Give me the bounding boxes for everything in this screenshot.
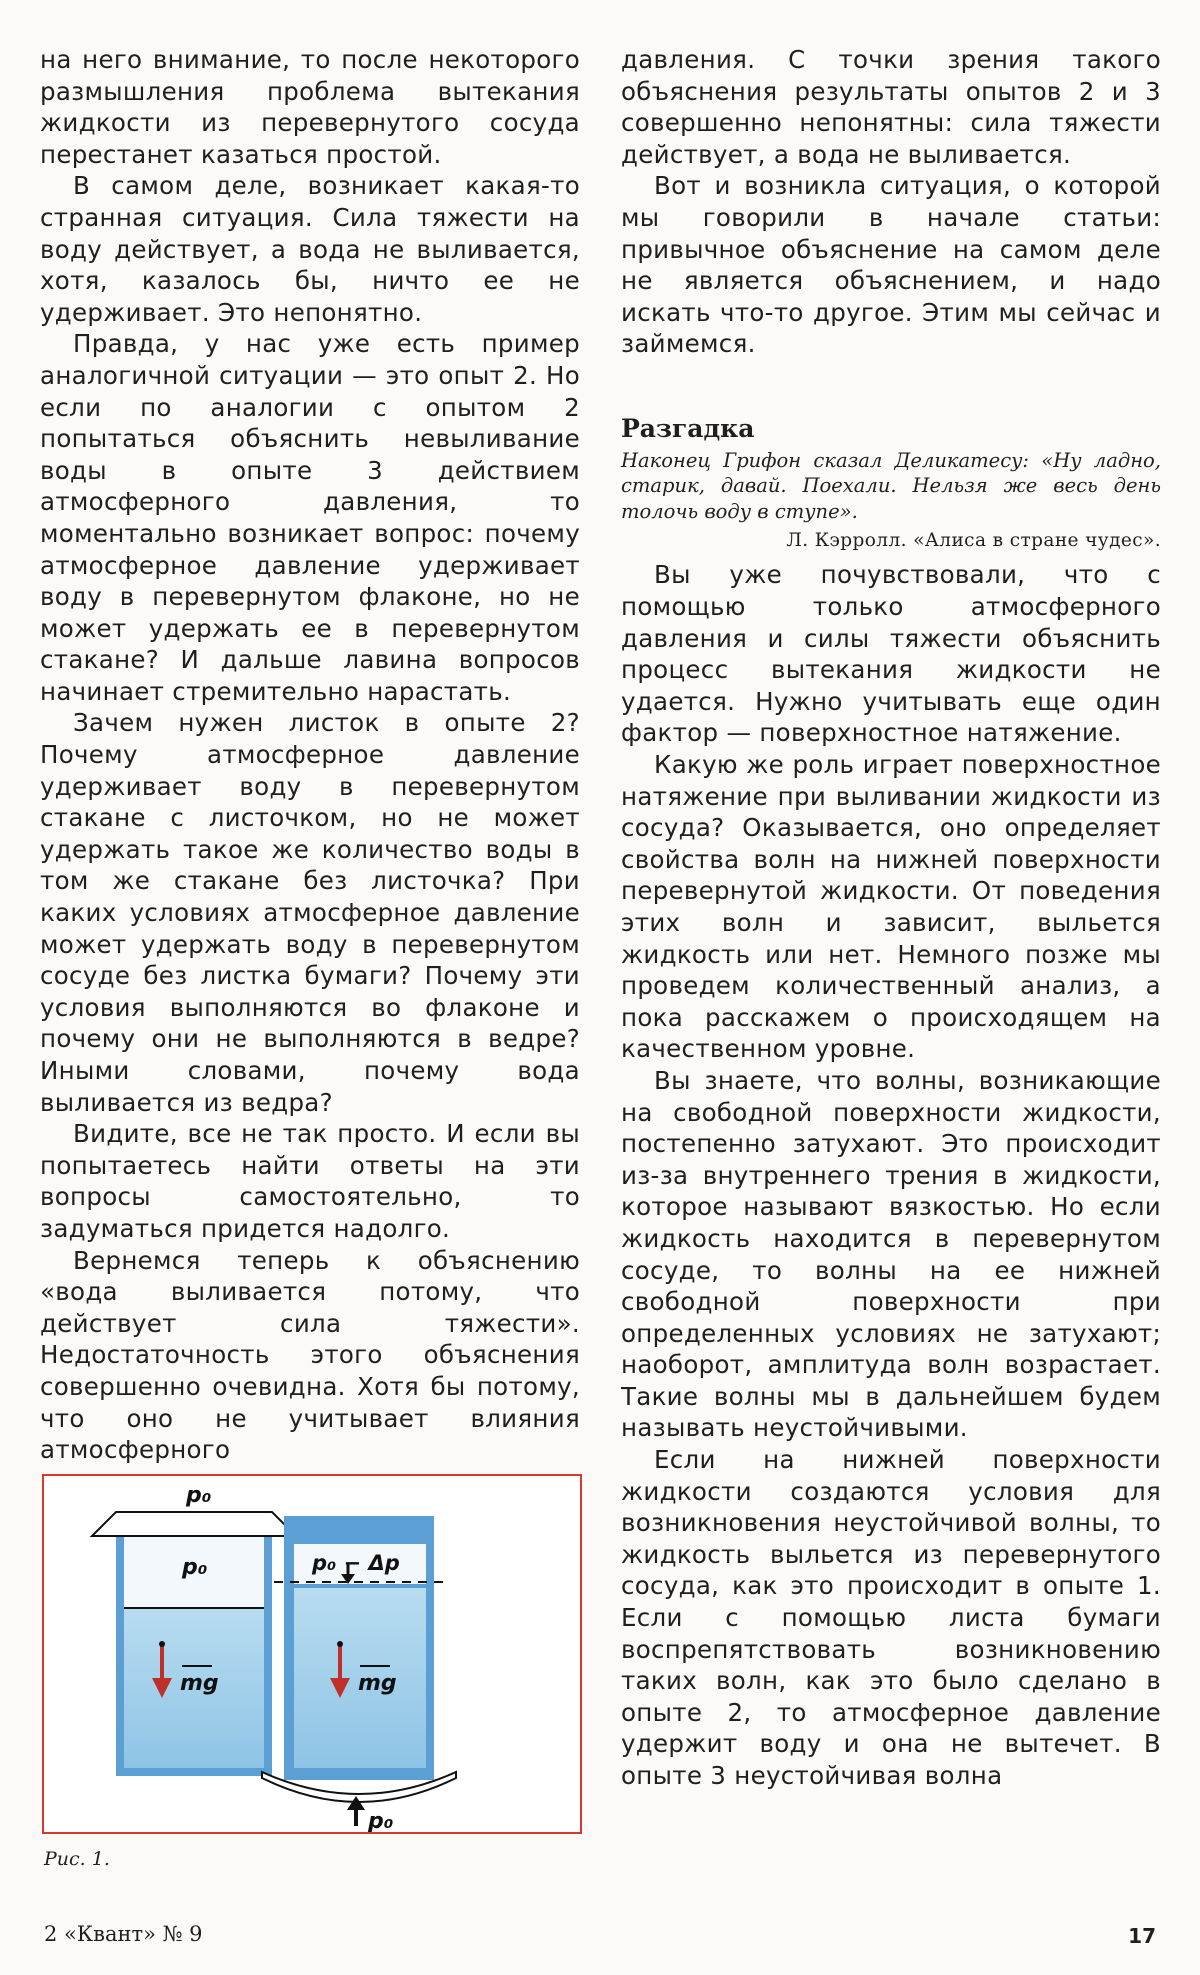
page-number: 17 — [1128, 1924, 1156, 1948]
right-paragraph-2: Какую же роль играет поверхностное натяжение при выливании жидкости из сосуда? Оказывается, оно определяет свойства волн на нижней поверхности перевернутой жидкости. От поведения этих волн и зависит, выльется жидкость или нет. Немного позже мы проведем количественный анализ, а пока расскажем о происходящем на качественном уровне. — [621, 750, 1161, 1064]
figure-caption: Рис. 1. — [44, 1848, 110, 1870]
left-vessel — [92, 1512, 296, 1776]
epigraph: Наконец Грифон сказал Деликатесу: «Ну ладно, старик, давай. Поехали. Нельзя же весь день толочь воду в ступе». — [621, 448, 1161, 523]
footer-journal: 2 «Квант» № 9 — [44, 1922, 203, 1946]
label-mg-left: mg — [180, 1671, 219, 1696]
left-paragraph-5: Видите, все не так просто. И если вы попытаетесь найти ответы на эти вопросы самостоятельно, то задуматься придется надолго. — [40, 1119, 580, 1243]
label-mg-right: mg — [358, 1671, 397, 1696]
section-title: Разгадка — [621, 413, 755, 443]
right-column — [621, 44, 1161, 1792]
label-p0-bottom: p₀ — [368, 1809, 394, 1832]
right-paragraph-3: Вы знаете, что волны, возникающие на свободной поверхности жидкости, постепенно затухают. Это происходит из-за внутреннего трения в жидкости, которое называют вязкостью. Но если жидкость находится в перевернутом сосуде, то волны на ее нижней свободной поверхности при определенных условиях не затухают; наоборот, амплитуда волн возрастает. Такие волны мы в дальнейшем будем называть неустойчивыми. — [621, 1065, 1161, 1443]
epigraph-source: Л. Кэрролл. «Алиса в стране чудес». — [786, 530, 1161, 552]
figure-1 — [42, 1474, 582, 1834]
label-p0-left-inner: p₀ — [182, 1555, 208, 1580]
left-column — [40, 44, 580, 1466]
right-paragraph-4: Если на нижней поверхности жидкости создаются условия для возникновения неустойчивой волны, то жидкость выльется из перевернутого сосуда, как это происходит в опыте 1. Если с помощью листа бумаги воспрепятствовать возникновению таких волн, как это было сделано в опыте 2, то атмосферное давление удержит воду и она не вытечет. В опыте 3 неустойчивая волна — [621, 1445, 1161, 1790]
right-gravity-arrow-point — [337, 1641, 343, 1647]
right-intro-paragraph-1: давления. С точки зрения такого объяснения результаты опытов 2 и 3 совершенно непонятны: сила тяжести действует, а вода не выливается. — [621, 45, 1161, 169]
label-p0-top: p₀ — [186, 1483, 212, 1508]
left-paragraph-4: Зачем нужен листок в опыте 2? Почему атмосферное давление удерживает воду в перевернутом стакане с листочком, но не может удержать такое же количество воды в том же стакане без листочка? При каких условиях атмосферное давление может удержать воду в перевернутом сосуде без листка бумаги? Почему эти условия выполняются во флаконе и почему они не выполняются в ведре? Иными словами, почему вода выливается из ведра? — [40, 708, 580, 1117]
left-lid — [92, 1512, 296, 1536]
left-gravity-arrow-point — [159, 1641, 165, 1647]
left-paragraph-6: Вернемся теперь к объяснению «вода выливается потому, что действует сила тяжести». Недостаточность этого объяснения совершенно очевидна. Хотя бы потому, что оно не учитывает влияния атмосферного — [40, 1245, 580, 1465]
left-paragraph-2: В самом деле, возникает какая-то странная ситуация. Сила тяжести на воду действует, а вода не выливается, хотя, казалось бы, ничто ее не удерживает. Это непонятно. — [40, 171, 580, 327]
left-paragraph-3: Правда, у нас уже есть пример аналогичной ситуации — это опыт 2. Но если по аналогии с опытом 2 попытаться объяснить невыливание воды в опыте 3 действием атмосферного давления, то моментально возникает вопрос: почему атмосферное давление удерживает воду в перевернутом флаконе, но не может удержать ее в перевернутом стакане? И дальше лавина вопросов начинает стремительно нарастать. — [40, 329, 580, 706]
label-p0-minus-dp: p₀ − Δp — [312, 1551, 400, 1575]
right-paragraph-1: Вы уже почувствовали, что с помощью только атмосферного давления и силы тяжести объяснить процесс вытекания жидкости не удается. Нужно учитывать еще один фактор — поверхностное натяжение. — [621, 560, 1161, 748]
right-intro-paragraph-2: Вот и возникла ситуация, о которой мы говорили в начале статьи: привычное объяснение на самом деле не является объяснением, и надо искать что-то другое. Этим мы сейчас и займемся. — [621, 171, 1161, 359]
left-paragraph-1: на него внимание, то после некоторого размышления проблема вытекания жидкости из перевернутого сосуда перестанет казаться простой. — [40, 45, 580, 169]
figure-diagram — [44, 1476, 580, 1832]
